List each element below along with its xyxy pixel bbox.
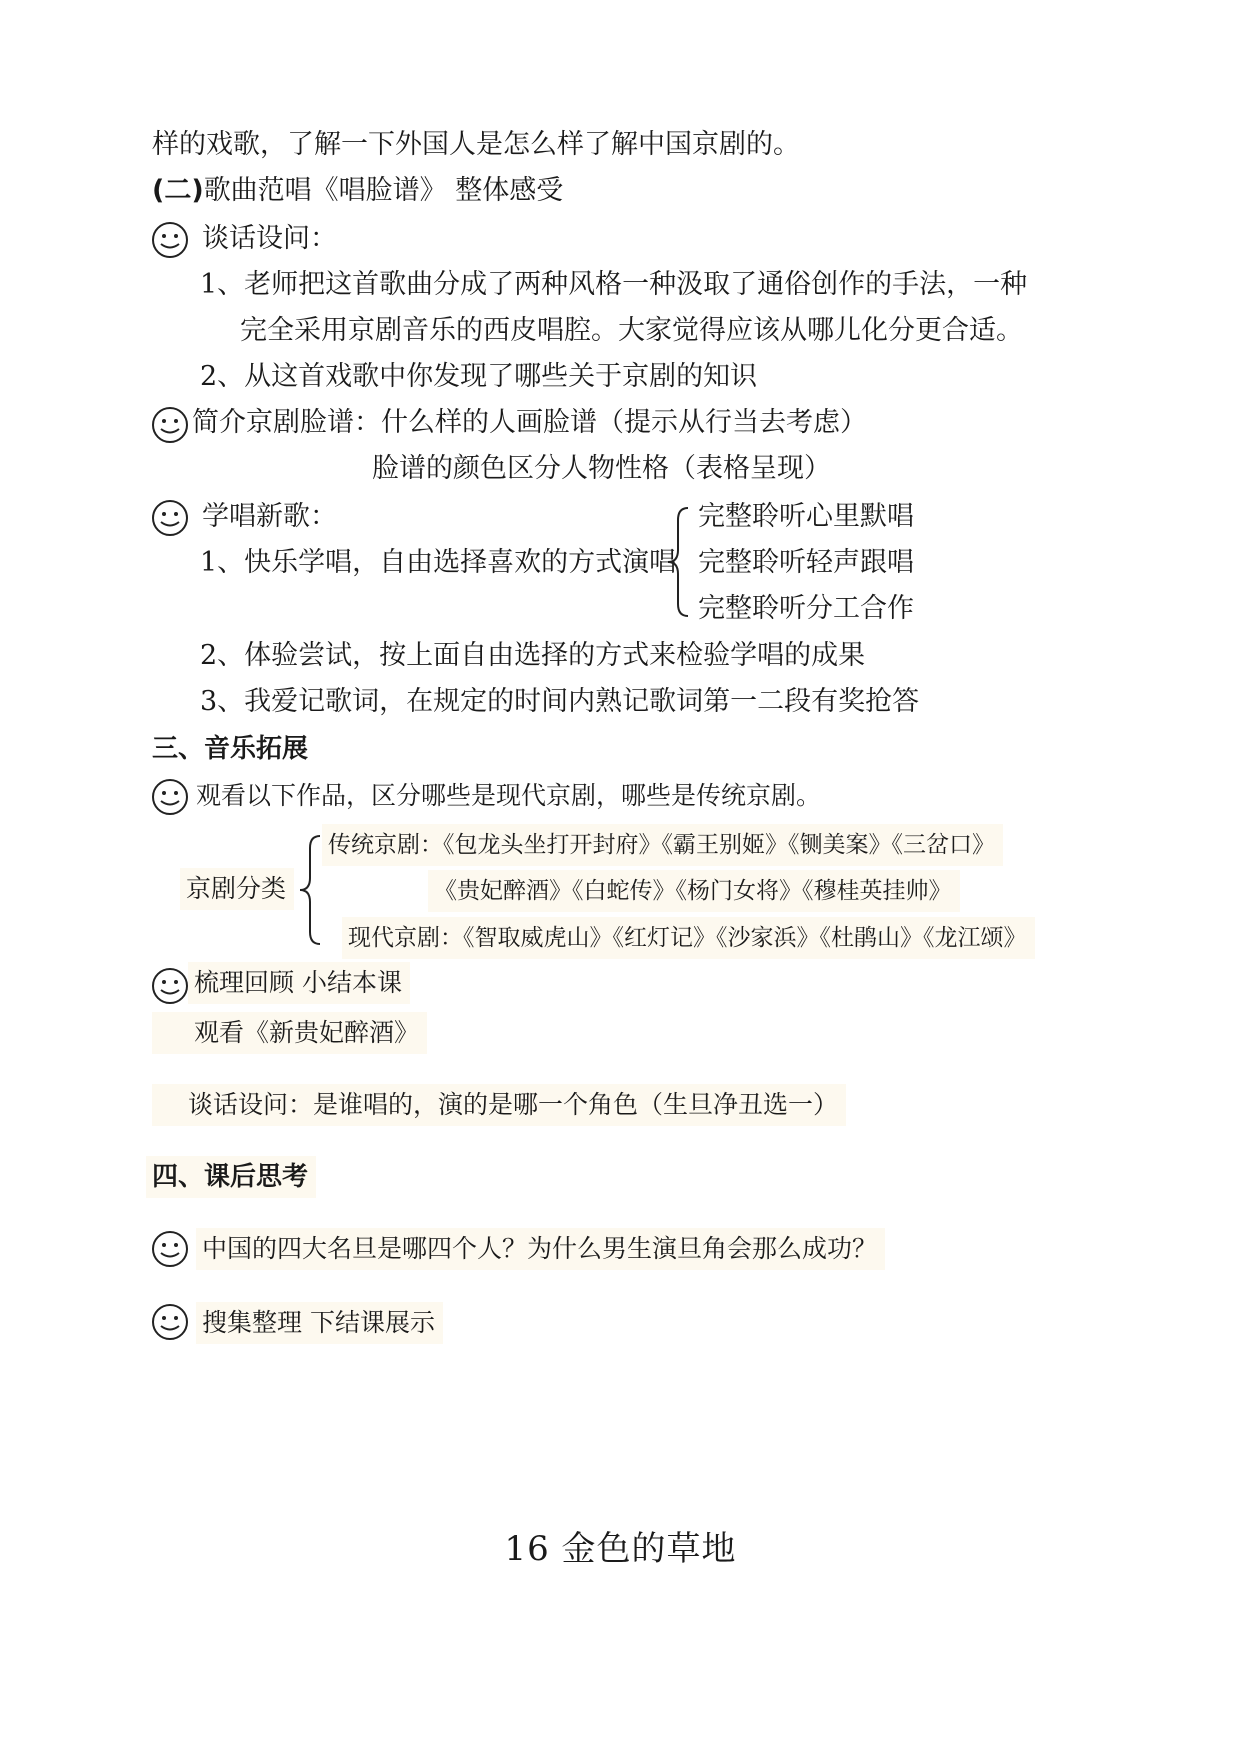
talk-label: 谈话设问： bbox=[202, 223, 337, 254]
lianpu-line2: 脸谱的颜色区分人物性格（表格呈现） bbox=[372, 453, 831, 484]
section2-heading bbox=[152, 174, 563, 208]
talk-q1-line1: 1、老师把这首歌曲分成了两种风格一种汲取了通俗创作的手法，一种 bbox=[200, 269, 1028, 300]
talk-q1-line2: 完全采用京剧音乐的西皮唱腔。大家觉得应该从哪儿化分更合适。 bbox=[240, 315, 1023, 346]
smiley-face-icon bbox=[150, 1302, 190, 1342]
talk-q2: 2、从这首戏歌中你发现了哪些关于京剧的知识 bbox=[200, 361, 758, 392]
traditional-opera-line1: 传统京剧：《包龙头坐打开封府》《霸王别姬》《铡美案》《三岔口》 bbox=[322, 824, 1003, 866]
section2-prefix: (二) bbox=[152, 175, 204, 206]
options-brace bbox=[664, 506, 694, 618]
next-lesson-title: 16 金色的草地 bbox=[504, 1529, 737, 1569]
talk-question-line: 谈话设问：是谁唱的，演的是哪一个角色（生旦净丑选一） bbox=[152, 1084, 846, 1126]
learn-item1: 1、快乐学唱，自由选择喜欢的方式演唱 bbox=[200, 547, 677, 578]
learn-option-3: 完整聆听分工合作 bbox=[698, 593, 914, 624]
learn-item2: 2、体验尝试，按上面自由选择的方式来检验学唱的成果 bbox=[200, 640, 866, 671]
watch-new-line: 观看《新贵妃醉酒》 bbox=[152, 1012, 427, 1054]
learn-option-1: 完整聆听心里默唱 bbox=[698, 501, 914, 532]
smiley-face-icon bbox=[150, 966, 190, 1006]
smiley-face-icon bbox=[150, 498, 190, 538]
learn-item3: 3、我爱记歌词，在规定的时间内熟记歌词第一二段有奖抢答 bbox=[200, 686, 920, 717]
smiley-face-icon bbox=[150, 405, 190, 445]
category-brace bbox=[298, 834, 324, 946]
section3-heading: 三、音乐拓展 bbox=[152, 734, 309, 764]
smiley-face-icon bbox=[150, 1229, 190, 1269]
section2-heading-text: 歌曲范唱《唱脸谱》 整体感受 bbox=[203, 175, 564, 206]
modern-opera-line: 现代京剧：《智取威虎山》《红灯记》《沙家浜》《杜鹃山》《龙江颂》 bbox=[342, 917, 1035, 959]
learn-label: 学唱新歌： bbox=[202, 501, 337, 532]
opera-category-label: 京剧分类 bbox=[180, 868, 294, 910]
review-line: 梳理回顾 小结本课 bbox=[188, 962, 410, 1004]
section4-question1: 中国的四大名旦是哪四个人？为什么男生演旦角会那么成功？ bbox=[196, 1228, 885, 1270]
intro-line: 样的戏歌，了解一下外国人是怎么样了解中国京剧的。 bbox=[152, 129, 800, 160]
smiley-face-icon bbox=[150, 220, 190, 260]
smiley-face-icon bbox=[150, 777, 190, 817]
lianpu-line1: 简介京剧脸谱：什么样的人画脸谱（提示从行当去考虑） bbox=[192, 407, 867, 438]
section4-heading: 四、课后思考 bbox=[146, 1156, 316, 1198]
section3-watch: 观看以下作品，区分哪些是现代京剧，哪些是传统京剧。 bbox=[196, 781, 822, 810]
traditional-opera-line2: 《贵妃醉酒》《白蛇传》《杨门女将》《穆桂英挂帅》 bbox=[428, 870, 960, 912]
section4-question2: 搜集整理 下结课展示 bbox=[196, 1302, 443, 1344]
learn-option-2: 完整聆听轻声跟唱 bbox=[698, 547, 914, 578]
